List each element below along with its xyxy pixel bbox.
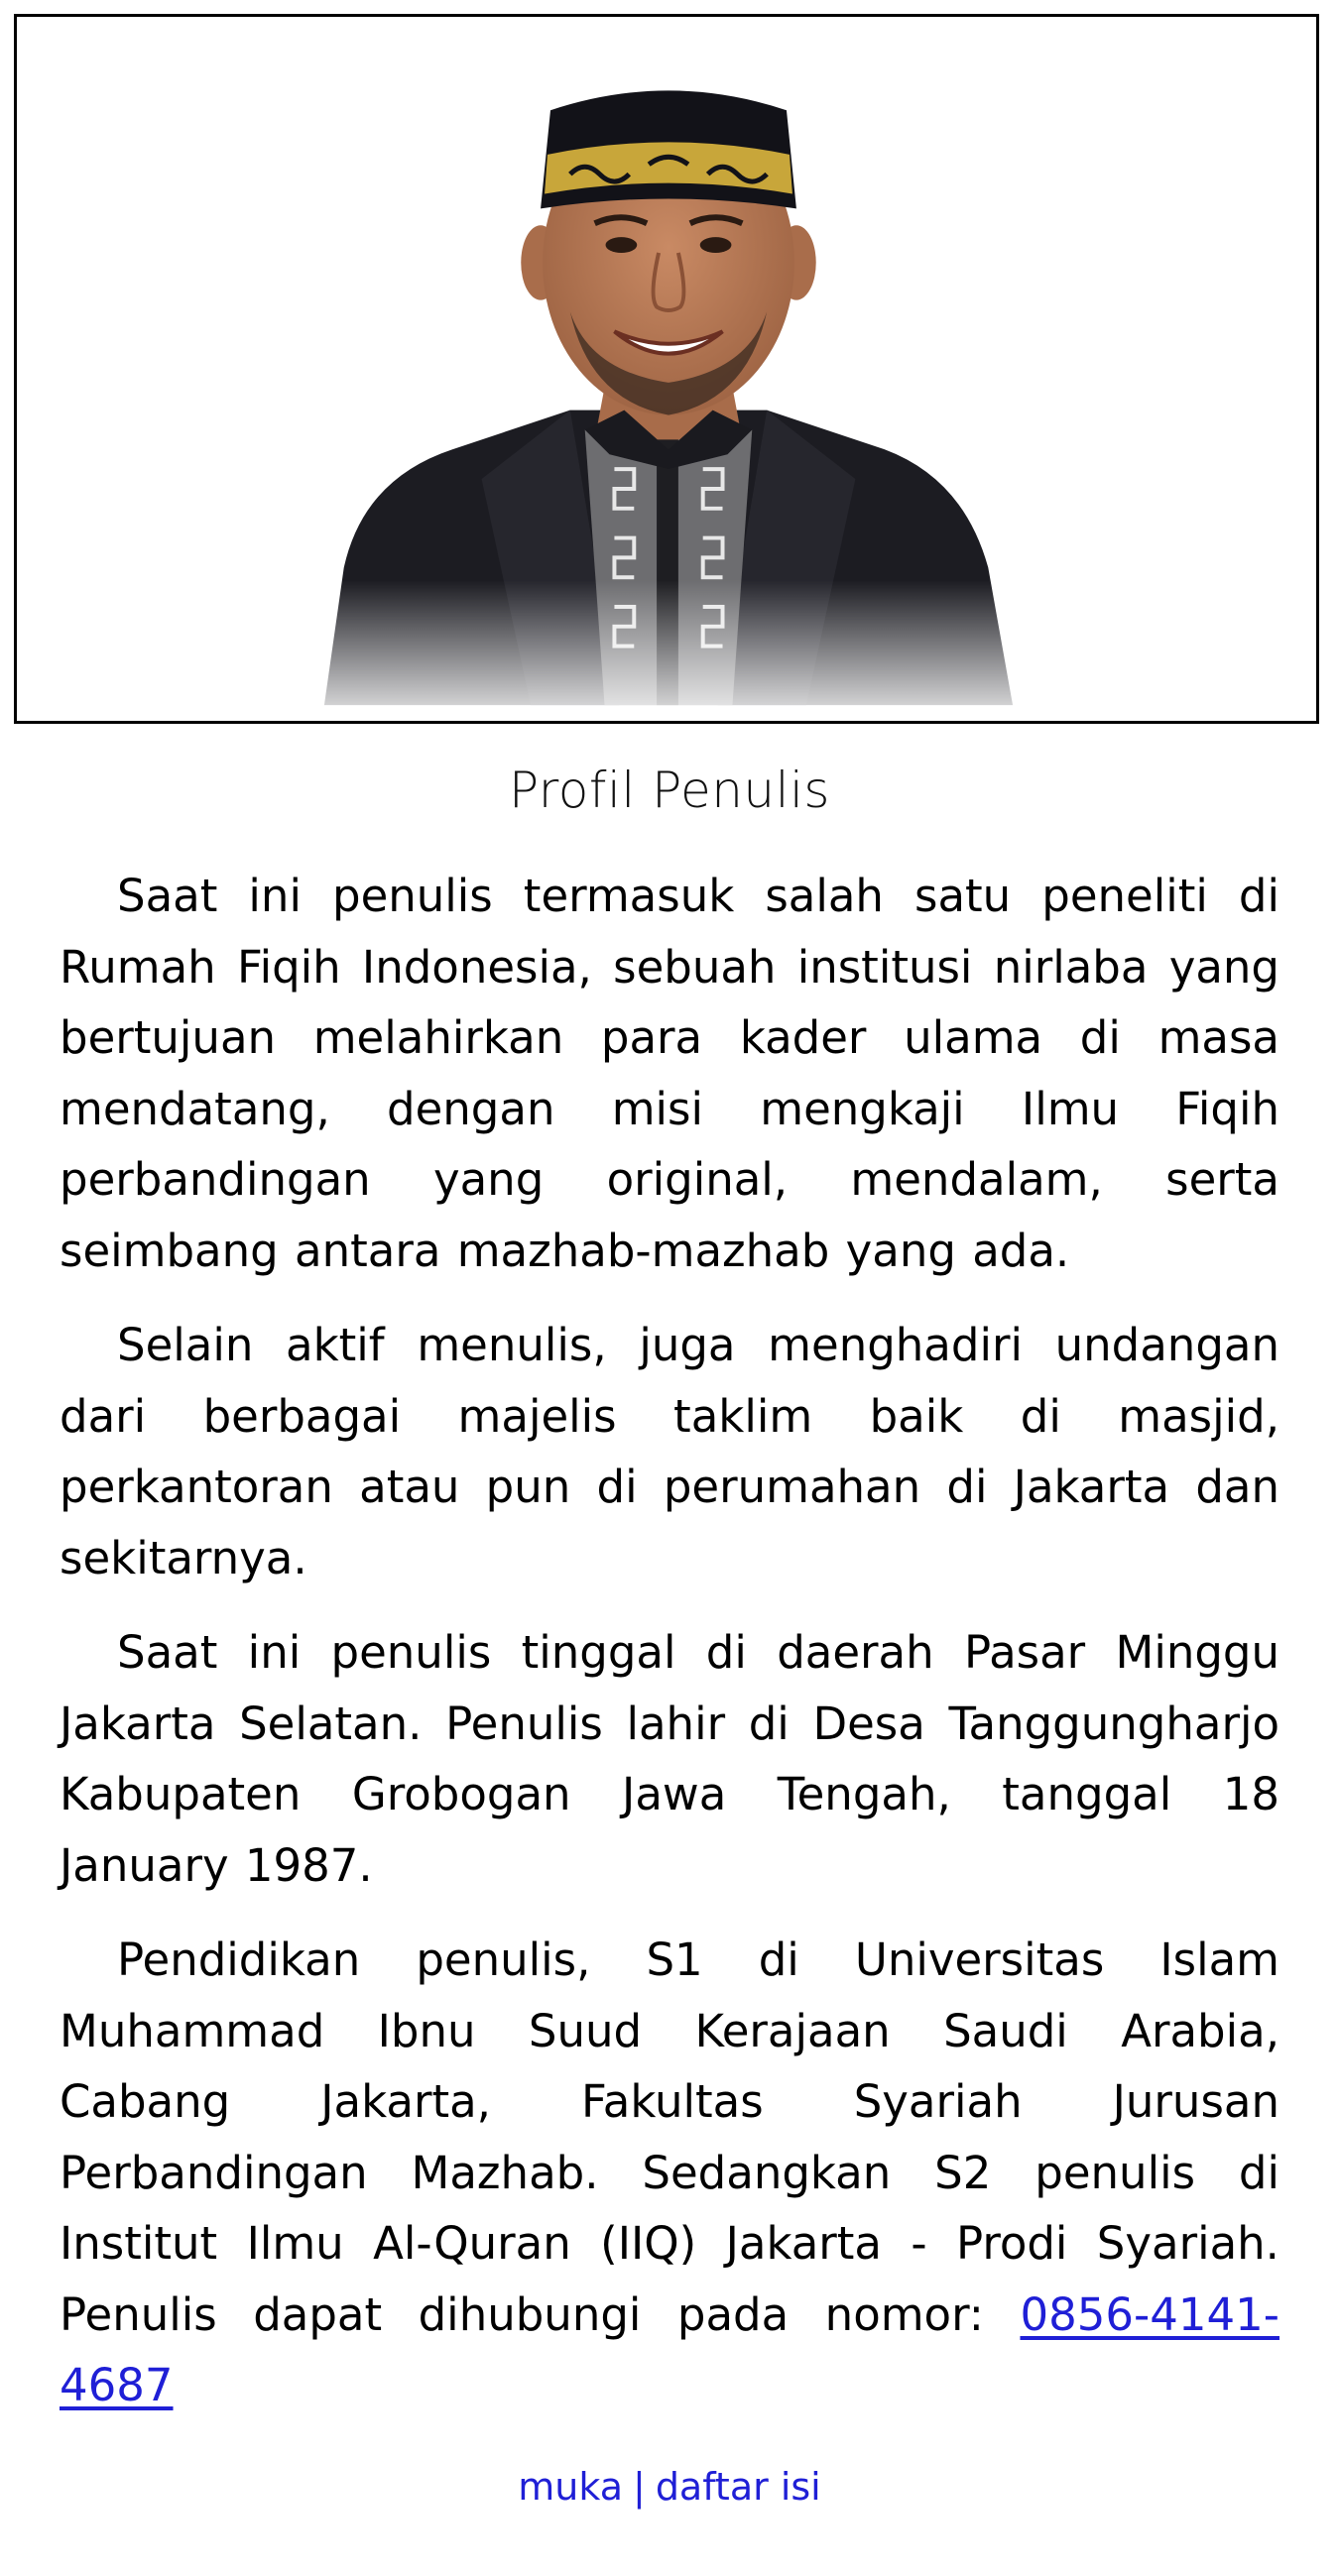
photo-caption: Profil Penulis	[509, 761, 830, 819]
bio-paragraph-1: Saat ini penulis termasuk salah satu peneliti di Rumah Fiqih Indonesia, sebuah institusi nirlaba yang bertujuan melahirkan para kader ulama di masa mendatang, dengan misi mengkaji Ilmu Fiqih perbandingan yang original, mendalam, serta seimbang antara mazhab-mazhab yang ada.	[60, 870, 1279, 1277]
phone-number-link[interactable]: 0856-4141-4687	[60, 2287, 1279, 2411]
bio-paragraph-4	[60, 1925, 1279, 2421]
bio-paragraph-3: Saat ini penulis tinggal di daerah Pasar Minggu Jakarta Selatan. Penulis lahir di Desa Tanggungharjo Kabupaten Grobogan Jawa Tengah, tanggal 18 January 1987.	[60, 1626, 1279, 1892]
author-bio	[60, 861, 1279, 2445]
bio-paragraph-4-text: Pendidikan penulis, S1 di Universitas Islam Muhammad Ibnu Suud Kerajaan Saudi Arabia, Cabang Jakarta, Fakultas Syariah Jurusan Perbandingan Mazhab. Sedangkan S2 penulis di Institut Ilmu Al-Quran (IIQ) Jakarta - Prodi Syariah. Penulis dapat dihubungi pada nomor:	[60, 1933, 1279, 2341]
author-portrait	[17, 17, 1316, 721]
nav-separator: |	[633, 2465, 646, 2509]
home-link[interactable]: muka	[518, 2465, 623, 2509]
bio-paragraph-2: Selain aktif menulis, juga menghadiri undangan dari berbagai majelis taklim baik di masjid, perkantoran atau pun di perumahan di Jakarta dan sekitarnya.	[60, 1319, 1279, 1584]
table-of-contents-link[interactable]: daftar isi	[655, 2465, 821, 2509]
footer-nav	[0, 2465, 1339, 2509]
author-photo-frame	[14, 14, 1319, 724]
